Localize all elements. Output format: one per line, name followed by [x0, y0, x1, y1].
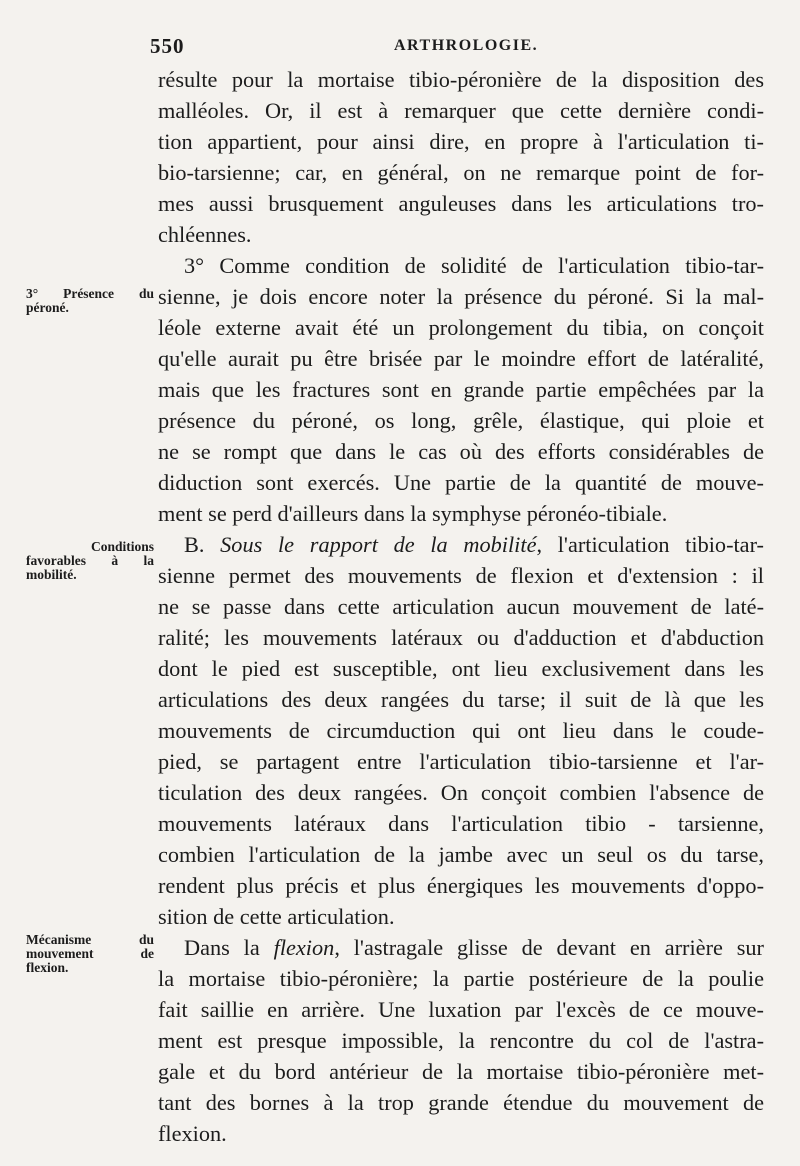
text-line: 3° Comme condition de solidité de l'articulation tibio-tar- — [184, 253, 764, 278]
page-number: 550 — [150, 34, 185, 58]
text-line: dont le pied est susceptible, ont lieu exclusivement dans les — [158, 656, 764, 681]
margin-note-perone — [26, 287, 154, 315]
text-line: mouvements latéraux dans l'articulation tibio - tarsienne, — [158, 811, 764, 836]
text-line: ne se rompt que dans le cas où des efforts considérables de — [158, 439, 764, 464]
text-line: sienne, je dois encore noter la présence du péroné. Si la mal- — [158, 284, 764, 309]
text-line: ment est presque impossible, la rencontre du col de l'astra- — [158, 1028, 764, 1053]
text-line: bio-tarsienne; car, en général, on ne remarque point de for- — [158, 160, 764, 185]
text-line: articulations des deux rangées du tarse; il suit de là que les — [158, 687, 764, 712]
text-line: B. Sous le rapport de la mobilité, l'articulation tibio-tar- — [184, 532, 764, 557]
margin-note-line: Conditions — [90, 539, 154, 554]
margin-note-line: Mécanisme du — [26, 932, 154, 947]
text-line: mouvements de circumduction qui ont lieu dans le coude- — [158, 718, 764, 743]
margin-note-line: 3° Présence du — [26, 286, 154, 301]
text-line: résulte pour la mortaise tibio-péronière de la disposition des — [158, 67, 764, 92]
margin-note-line: mobilité. — [26, 567, 77, 582]
text-line: flexion. — [158, 1121, 227, 1146]
text-line: ralité; les mouvements latéraux ou d'adduction et d'abduction — [158, 625, 764, 650]
margin-note-mobilite — [26, 540, 154, 582]
text-line: tant des bornes à la trop grande étendue du mouvement de — [158, 1090, 764, 1115]
text-line: malléoles. Or, il est à remarquer que cette dernière condi- — [158, 98, 764, 123]
running-title: ARTHROLOGIE. — [394, 37, 539, 54]
text-line: ment se perd d'ailleurs dans la symphyse péronéo-tibiale. — [158, 501, 668, 526]
text-line: sienne permet des mouvements de flexion et d'extension : il — [158, 563, 764, 588]
text-line: la mortaise tibio-péronière; la partie postérieure de la poulie — [158, 966, 764, 991]
margin-note-line: péroné. — [26, 300, 69, 315]
text-line: mes aussi brusquement anguleuses dans les articulations tro- — [158, 191, 764, 216]
body-text — [158, 64, 764, 1149]
margin-note-flexion — [26, 933, 154, 975]
text-line: rendent plus précis et plus énergiques les mouvements d'oppo- — [158, 873, 764, 898]
text-line: diduction sont exercés. Une partie de la quantité de mouve- — [158, 470, 764, 495]
text-line: pied, se partagent entre l'articulation tibio-tarsienne et l'ar- — [158, 749, 764, 774]
text-line: ne se passe dans cette articulation aucun mouvement de laté- — [158, 594, 764, 619]
text-line: qu'elle aurait pu être brisée par le moindre effort de latéralité, — [158, 346, 764, 371]
text-line: chléennes. — [158, 222, 252, 247]
text-line: fait saillie en arrière. Une luxation par l'excès de ce mouve- — [158, 997, 764, 1022]
text-line: gale et du bord antérieur de la mortaise tibio-péronière met- — [158, 1059, 764, 1084]
text-line: combien l'articulation de la jambe avec un seul os du tarse, — [158, 842, 764, 867]
margin-note-line: mouvement de — [26, 946, 154, 961]
text-line: léole externe avait été un prolongement du tibia, on conçoit — [158, 315, 764, 340]
text-line: présence du péroné, os long, grêle, élastique, qui ploie et — [158, 408, 764, 433]
text-line: ticulation des deux rangées. On conçoit combien l'absence de — [158, 780, 764, 805]
text-line: sition de cette articulation. — [158, 904, 395, 929]
page-header — [150, 34, 750, 58]
margin-note-line: favorables à la — [26, 553, 154, 568]
text-line: mais que les fractures sont en grande partie empêchées par la — [158, 377, 764, 402]
text-line: Dans la flexion, l'astragale glisse de devant en arrière sur — [184, 935, 764, 960]
text-line: tion appartient, pour ainsi dire, en propre à l'articulation ti- — [158, 129, 764, 154]
margin-note-line: flexion. — [26, 960, 69, 975]
